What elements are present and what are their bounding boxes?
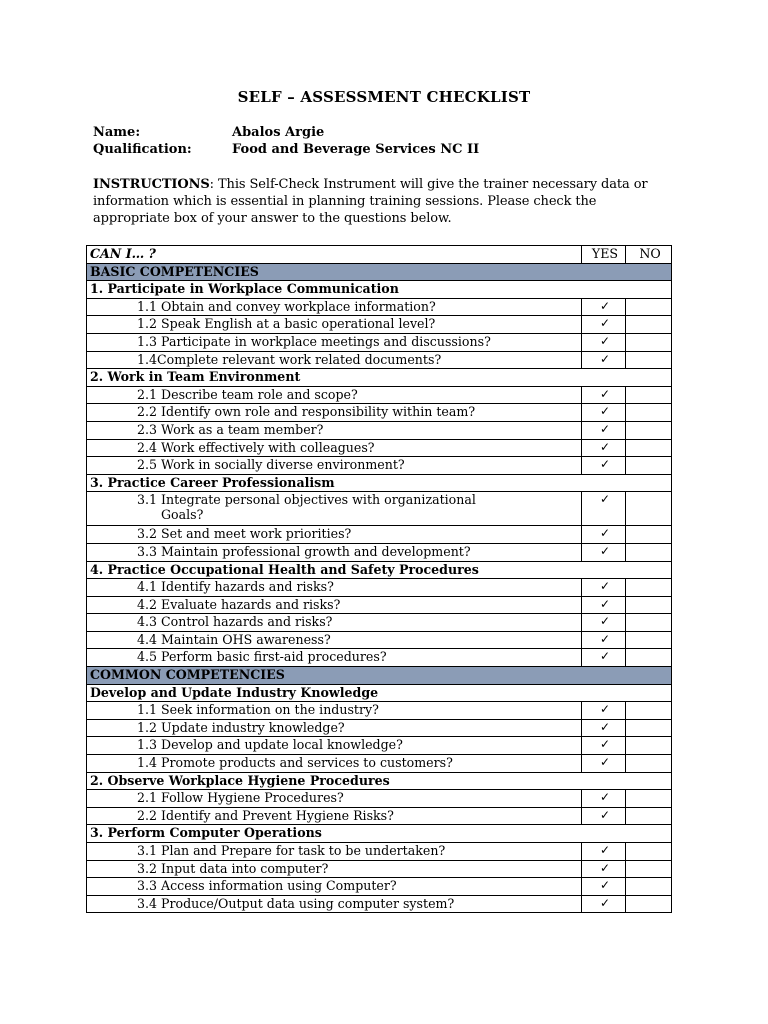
no-checkbox-cell[interactable]: [626, 526, 672, 544]
yes-checkbox-cell[interactable]: [582, 790, 626, 808]
table-row: [87, 702, 672, 720]
question-text: 4.1 Identify hazards and risks?: [137, 579, 334, 595]
table-header-row: [87, 246, 672, 264]
question-text-continued: Goals?: [161, 507, 204, 523]
table-row: [87, 333, 672, 351]
no-checkbox-cell[interactable]: [626, 543, 672, 561]
checkmark-icon: ✓: [599, 895, 611, 910]
table-row: [87, 404, 672, 422]
yes-checkbox-cell[interactable]: [582, 614, 626, 632]
question-cell: [87, 860, 582, 878]
question-cell: [87, 298, 582, 316]
table-row: [87, 526, 672, 544]
question-cell: [87, 719, 582, 737]
no-checkbox-cell[interactable]: [626, 298, 672, 316]
no-checkbox-cell[interactable]: [626, 878, 672, 896]
no-checkbox-cell[interactable]: [626, 790, 672, 808]
yes-checkbox-cell[interactable]: [582, 298, 626, 316]
checkmark-icon: ✓: [599, 579, 611, 594]
question-text: 4.3 Control hazards and risks?: [137, 614, 333, 630]
yes-checkbox-cell[interactable]: [582, 316, 626, 334]
checkmark-icon: ✓: [599, 526, 611, 541]
yes-checkbox-cell[interactable]: [582, 737, 626, 755]
question-cell: [87, 878, 582, 896]
question-text: 2.5 Work in socially diverse environment?: [137, 457, 405, 473]
table-row: [87, 421, 672, 439]
question-text: 1.3 Develop and update local knowledge?: [137, 737, 403, 753]
no-checkbox-cell[interactable]: [626, 843, 672, 861]
no-checkbox-cell[interactable]: [626, 492, 672, 526]
yes-checkbox-cell[interactable]: [582, 351, 626, 369]
table-row: [87, 631, 672, 649]
checkmark-icon: ✓: [599, 457, 611, 472]
yes-checkbox-cell[interactable]: [582, 543, 626, 561]
no-checkbox-cell[interactable]: [626, 579, 672, 597]
header-question: CAN I… ?: [87, 246, 582, 264]
no-checkbox-cell[interactable]: [626, 807, 672, 825]
yes-checkbox-cell[interactable]: [582, 860, 626, 878]
header-no: NO: [626, 246, 672, 264]
no-checkbox-cell[interactable]: [626, 737, 672, 755]
question-cell: [87, 649, 582, 667]
question-text: 1.3 Participate in workplace meetings and discussions?: [137, 333, 491, 349]
table-row: [87, 492, 672, 526]
question-text: 2.4 Work effectively with colleagues?: [137, 439, 375, 455]
checkmark-icon: ✓: [599, 543, 611, 558]
no-checkbox-cell[interactable]: [626, 596, 672, 614]
section-header-row: [87, 667, 672, 685]
question-text: 1.1 Obtain and convey workplace information?: [137, 298, 436, 314]
question-text: 4.5 Perform basic first-aid procedures?: [137, 649, 387, 665]
table-row: [87, 843, 672, 861]
question-cell: [87, 333, 582, 351]
no-checkbox-cell[interactable]: [626, 719, 672, 737]
table-row: [87, 298, 672, 316]
question-cell: [87, 492, 582, 526]
competency-heading-row: [87, 684, 672, 702]
question-cell: [87, 386, 582, 404]
table-row: [87, 316, 672, 334]
question-text: 3.3 Maintain professional growth and development?: [137, 543, 471, 559]
checkmark-icon: ✓: [599, 631, 611, 646]
question-cell: [87, 543, 582, 561]
competency-heading: 4. Practice Occupational Health and Safety Procedures: [87, 561, 672, 579]
competency-heading: 2. Observe Workplace Hygiene Procedures: [87, 772, 672, 790]
question-text: 2.1 Follow Hygiene Procedures?: [137, 790, 344, 806]
checkmark-icon: ✓: [599, 614, 611, 629]
checkmark-icon: ✓: [599, 421, 611, 436]
competency-heading: Develop and Update Industry Knowledge: [87, 684, 672, 702]
table-row: [87, 895, 672, 913]
checkmark-icon: ✓: [599, 755, 611, 770]
instructions-label: INSTRUCTIONS: [93, 177, 210, 192]
checkmark-icon: ✓: [599, 439, 611, 454]
yes-checkbox-cell[interactable]: [582, 404, 626, 422]
table-row: [87, 386, 672, 404]
qualification-label: Qualification:: [93, 142, 192, 157]
question-text: 2.3 Work as a team member?: [137, 421, 324, 437]
yes-checkbox-cell[interactable]: [582, 526, 626, 544]
question-text: 4.2 Evaluate hazards and risks?: [137, 596, 341, 612]
question-cell: [87, 579, 582, 597]
competency-heading: 2. Work in Team Environment: [87, 369, 672, 387]
question-cell: [87, 807, 582, 825]
question-cell: [87, 316, 582, 334]
competency-heading: 1. Participate in Workplace Communication: [87, 281, 672, 299]
instructions-paragraph: [93, 176, 677, 227]
section-header-row: [87, 263, 672, 281]
question-text: 1.4 Promote products and services to customers?: [137, 755, 453, 771]
question-cell: [87, 404, 582, 422]
checkmark-icon: ✓: [599, 298, 611, 313]
checkmark-icon: ✓: [599, 719, 611, 734]
table-row: [87, 755, 672, 773]
yes-checkbox-cell[interactable]: [582, 878, 626, 896]
question-text: 2.2 Identify own role and responsibility within team?: [137, 404, 476, 420]
checkmark-icon: ✓: [599, 737, 611, 752]
table-row: [87, 737, 672, 755]
no-checkbox-cell[interactable]: [626, 614, 672, 632]
checkmark-icon: ✓: [599, 843, 611, 857]
no-checkbox-cell[interactable]: [626, 457, 672, 475]
no-checkbox-cell[interactable]: [626, 860, 672, 878]
checkmark-icon: ✓: [599, 386, 611, 401]
question-text: 2.2 Identify and Prevent Hygiene Risks?: [137, 807, 394, 823]
no-checkbox-cell[interactable]: [626, 333, 672, 351]
no-checkbox-cell[interactable]: [626, 316, 672, 334]
yes-checkbox-cell[interactable]: [582, 492, 626, 526]
checkmark-icon: ✓: [599, 333, 611, 348]
table-row: [87, 579, 672, 597]
question-cell: [87, 755, 582, 773]
question-text: 3.2 Input data into computer?: [137, 860, 329, 876]
question-text: 1.2 Update industry knowledge?: [137, 719, 345, 735]
yes-checkbox-cell[interactable]: [582, 439, 626, 457]
question-cell: [87, 614, 582, 632]
yes-checkbox-cell[interactable]: [582, 649, 626, 667]
qualification-value: Food and Beverage Services NC II: [232, 142, 480, 157]
instructions-text: : This Self-Check Instrument will give the trainer necessary data or information which is essential in planning training sessions. Please check the appropriate box of your answer to the questions below.: [93, 177, 648, 226]
checkmark-icon: ✓: [599, 316, 611, 331]
no-checkbox-cell[interactable]: [626, 649, 672, 667]
question-cell: [87, 526, 582, 544]
no-checkbox-cell[interactable]: [626, 404, 672, 422]
yes-checkbox-cell[interactable]: [582, 755, 626, 773]
question-cell: [87, 596, 582, 614]
table-row: [87, 596, 672, 614]
question-text: 3.1 Integrate personal objectives with organizational: [137, 492, 476, 508]
no-checkbox-cell[interactable]: [626, 702, 672, 720]
question-text: 2.1 Describe team role and scope?: [137, 386, 358, 402]
section-header: COMMON COMPETENCIES: [87, 667, 672, 685]
table-row: [87, 860, 672, 878]
checkmark-icon: ✓: [599, 807, 611, 822]
question-cell: [87, 351, 582, 369]
checkmark-icon: ✓: [599, 492, 611, 507]
question-cell: [87, 895, 582, 913]
question-text: 3.1 Plan and Prepare for task to be undertaken?: [137, 843, 446, 858]
table-row: [87, 649, 672, 667]
question-text: 3.3 Access information using Computer?: [137, 878, 397, 894]
competency-heading-row: [87, 825, 672, 843]
table-row: [87, 351, 672, 369]
table-row: [87, 543, 672, 561]
checkmark-icon: ✓: [599, 702, 611, 717]
checkmark-icon: ✓: [599, 351, 611, 366]
competency-heading-row: [87, 561, 672, 579]
question-cell: [87, 790, 582, 808]
no-checkbox-cell[interactable]: [626, 421, 672, 439]
question-text: 4.4 Maintain OHS awareness?: [137, 631, 331, 647]
yes-checkbox-cell[interactable]: [582, 843, 626, 861]
yes-checkbox-cell[interactable]: [582, 579, 626, 597]
question-cell: [87, 737, 582, 755]
yes-checkbox-cell[interactable]: [582, 596, 626, 614]
no-checkbox-cell[interactable]: [626, 755, 672, 773]
no-checkbox-cell[interactable]: [626, 631, 672, 649]
name-label: Name:: [93, 125, 141, 140]
checklist-body: [87, 246, 672, 913]
yes-checkbox-cell[interactable]: [582, 421, 626, 439]
competency-heading-row: [87, 369, 672, 387]
table-row: [87, 719, 672, 737]
competency-heading: 3. Practice Career Professionalism: [87, 474, 672, 492]
yes-checkbox-cell[interactable]: [582, 702, 626, 720]
question-cell: [87, 421, 582, 439]
checkmark-icon: ✓: [599, 878, 611, 893]
yes-checkbox-cell[interactable]: [582, 386, 626, 404]
table-row: [87, 614, 672, 632]
yes-checkbox-cell[interactable]: [582, 895, 626, 913]
table-row: [87, 878, 672, 896]
table-row: [87, 807, 672, 825]
no-checkbox-cell[interactable]: [626, 895, 672, 913]
question-text: 1.1 Seek information on the industry?: [137, 702, 379, 718]
question-cell: [87, 457, 582, 475]
table-row: [87, 439, 672, 457]
name-value: Abalos Argie: [232, 125, 325, 140]
checkmark-icon: ✓: [599, 404, 611, 419]
checklist-table: [86, 245, 672, 913]
question-text: 1.2 Speak English at a basic operational level?: [137, 316, 436, 332]
yes-checkbox-cell[interactable]: [582, 719, 626, 737]
header-yes: YES: [582, 246, 626, 264]
yes-checkbox-cell[interactable]: [582, 631, 626, 649]
question-cell: [87, 631, 582, 649]
table-row: [87, 790, 672, 808]
competency-heading-row: [87, 772, 672, 790]
yes-checkbox-cell[interactable]: [582, 807, 626, 825]
no-checkbox-cell[interactable]: [626, 386, 672, 404]
checkmark-icon: ✓: [599, 790, 611, 805]
yes-checkbox-cell[interactable]: [582, 457, 626, 475]
document-title: SELF – ASSESSMENT CHECKLIST: [237, 88, 531, 106]
question-text: 3.2 Set and meet work priorities?: [137, 526, 352, 542]
checkmark-icon: ✓: [599, 596, 611, 611]
question-text: 1.4Complete relevant work related documents?: [137, 351, 442, 367]
competency-heading: 3. Perform Computer Operations: [87, 825, 672, 843]
competency-heading-row: [87, 281, 672, 299]
section-header: BASIC COMPETENCIES: [87, 263, 672, 281]
competency-heading-row: [87, 474, 672, 492]
checkmark-icon: ✓: [599, 860, 611, 875]
checkmark-icon: ✓: [599, 649, 611, 664]
table-row: [87, 457, 672, 475]
yes-checkbox-cell[interactable]: [582, 333, 626, 351]
no-checkbox-cell[interactable]: [626, 351, 672, 369]
question-text: 3.4 Produce/Output data using computer system?: [137, 895, 455, 911]
question-cell: [87, 702, 582, 720]
question-cell: [87, 843, 582, 861]
question-cell: [87, 439, 582, 457]
no-checkbox-cell[interactable]: [626, 439, 672, 457]
